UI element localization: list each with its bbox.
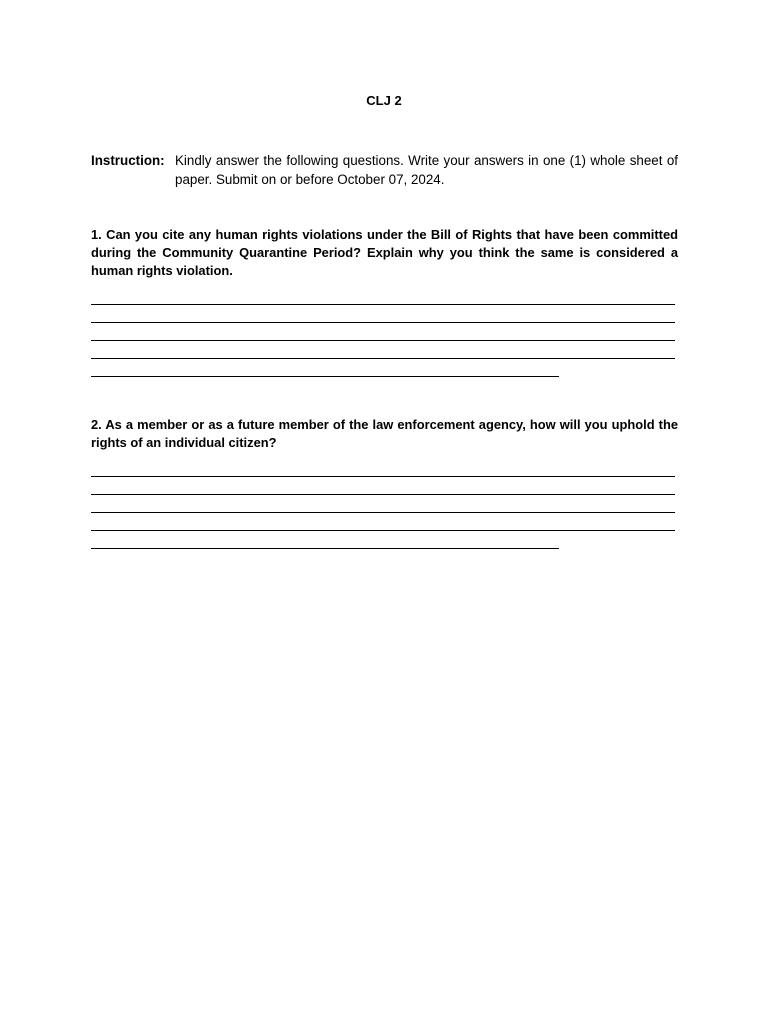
answer-lines-question-2: [91, 476, 675, 566]
instruction-text: Kindly answer the following questions. Write your answers in one (1) whole sheet of paper. Submit on or before October 07, 2024.: [175, 153, 678, 187]
answer-line: [91, 340, 675, 341]
answer-lines-question-1: [91, 304, 675, 394]
answer-line: [91, 530, 675, 531]
answer-line: [91, 494, 675, 495]
answer-line: [91, 358, 675, 359]
document-title: CLJ 2: [366, 93, 402, 108]
answer-line-short: [91, 548, 559, 549]
answer-line-short: [91, 376, 559, 377]
question-2: 2. As a member or as a future member of the law enforcement agency, how will you uphold the rights of an individual citizen?: [91, 417, 678, 450]
instruction-row: [91, 151, 678, 189]
answer-line: [91, 322, 675, 323]
answer-line: [91, 512, 675, 513]
instruction-label: Instruction:: [91, 153, 165, 168]
answer-line: [91, 476, 675, 477]
instruction-block: [91, 151, 678, 189]
question-1: 1. Can you cite any human rights violations under the Bill of Rights that have been committed during the Community Quarantine Period? Explain why you think the same is considered a human rights violation.: [91, 227, 678, 278]
answer-line: [91, 304, 675, 305]
